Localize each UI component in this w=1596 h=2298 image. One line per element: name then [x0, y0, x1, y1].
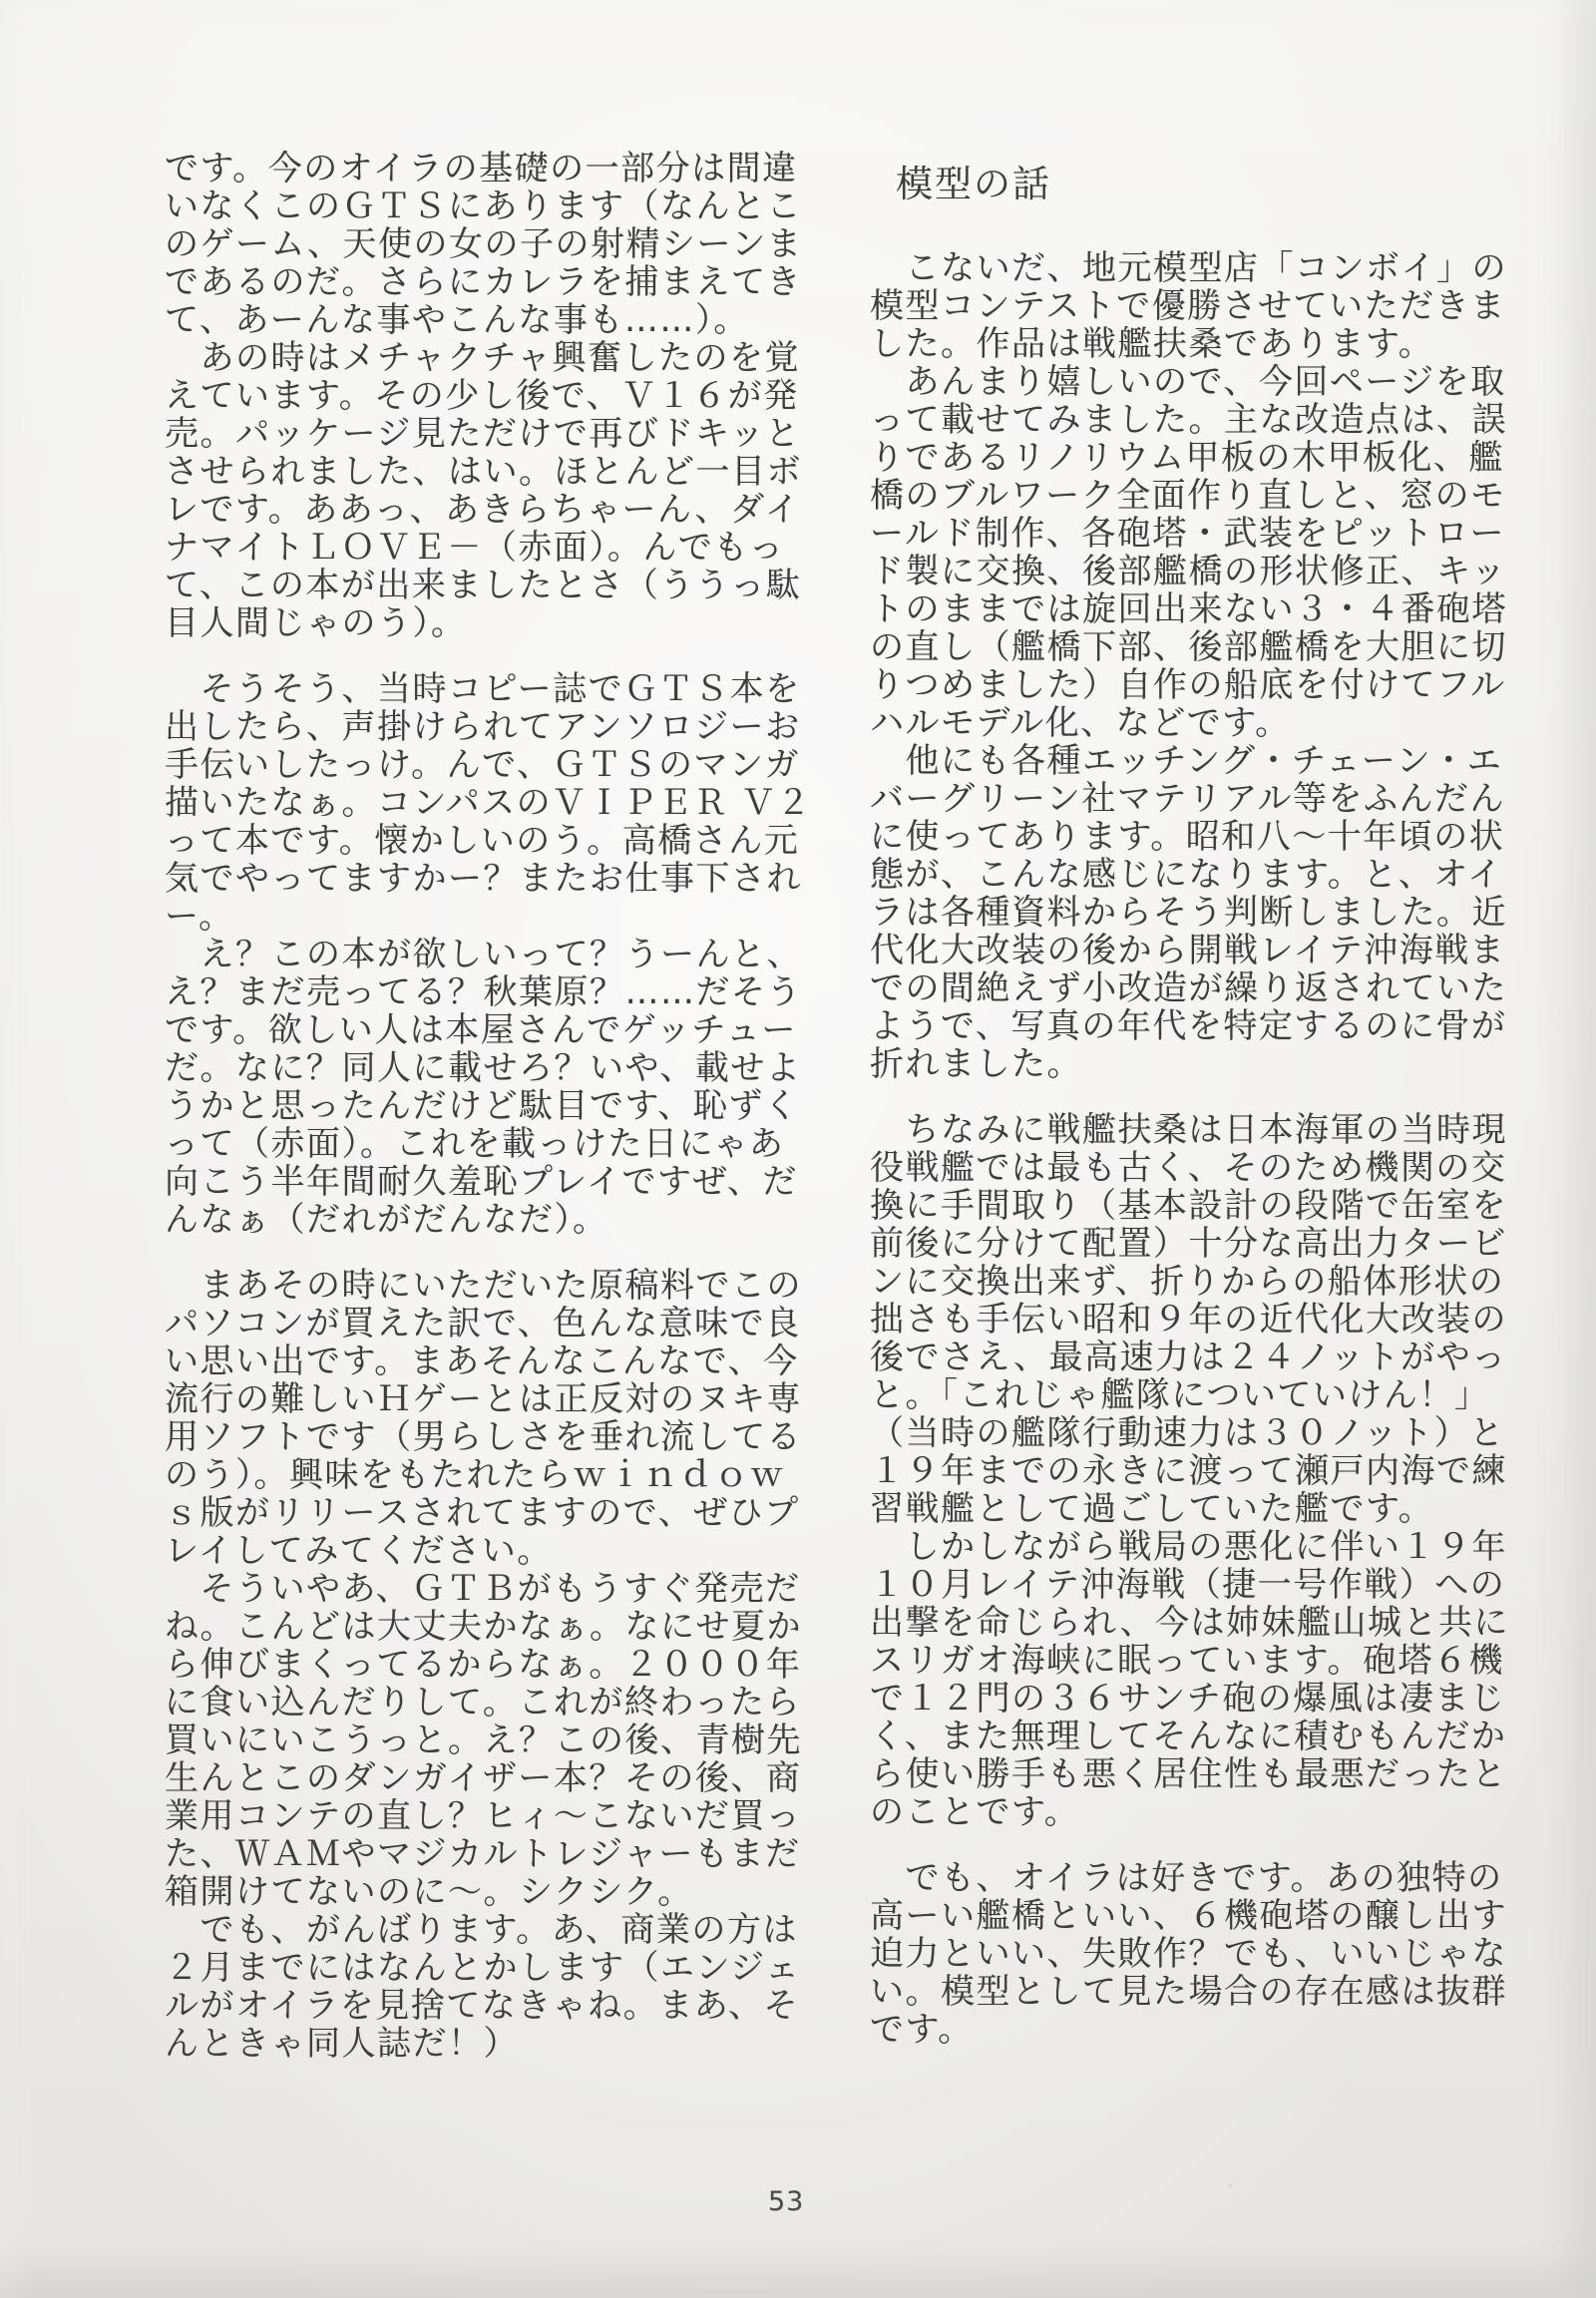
scan-speck — [1122, 251, 1126, 255]
text-line: 業用コンテの直し？ヒィ～こないだ買っ — [165, 1796, 802, 1836]
text-line: に使ってあります。昭和八～十年頃の状 — [870, 817, 1505, 857]
text-line: ｓ版がリリースされてますので、ぜひプ — [165, 1493, 800, 1533]
text-line: ２月までにはなんとかします（エンジェ — [165, 1948, 801, 1988]
text-line: 後でさえ、最高速力は２４ノットがやっ — [870, 1338, 1507, 1377]
text-line: あんまり嬉しいので、今回ページを取 — [870, 362, 1506, 402]
text-line: 前後に分けて配置）十分な高出力タービ — [870, 1224, 1507, 1264]
text-line: ら伸びまくってるからなぁ。２０００年 — [165, 1645, 802, 1685]
section-heading: 模型の話 — [896, 163, 1051, 205]
text-line: んときゃ同人誌だ！） — [165, 2024, 519, 2064]
text-line: 流行の難しいＨゲーとは正反対のヌキ専 — [165, 1379, 802, 1419]
text-line: １９年までの永きに渡って瀬戸内海で練 — [870, 1451, 1507, 1491]
text-line: スリガオ海峡に眠っています。砲塔６機 — [870, 1641, 1504, 1681]
text-line: まあその時にいただいた原稿料でこの — [165, 1266, 802, 1306]
text-line: （当時の艦隊行動速力は３０ノット）と — [870, 1413, 1505, 1453]
paragraph — [165, 670, 853, 1239]
text-line: バーグリーン社マテリアル等をふんだん — [870, 779, 1505, 819]
text-line: 高ーい艦橋といい、６機砲塔の醸し出す — [870, 1896, 1507, 1936]
text-line: 売。パッケージ見ただけで再びドキッと — [165, 414, 801, 454]
paragraph — [165, 1267, 853, 2063]
text-line: 描いたなぁ。コンパスのＶＩＰＥＲ Ｖ２ — [165, 783, 812, 823]
text-line: ね。こんどは大丈夫かなぁ。なにせ夏か — [165, 1607, 802, 1647]
text-line: であるのだ。さらにカレラを捕まえてき — [165, 262, 802, 302]
text-line: 習戦艦として過ごしていた艦です。 — [870, 1489, 1434, 1529]
text-line: い思い出です。まあそんなこんなで、今 — [165, 1341, 799, 1381]
text-line: 換に手間取り（基本設計の段階で缶室を — [870, 1186, 1507, 1226]
text-line: 出撃を命じられ、今は姉妹艦山城と共に — [870, 1603, 1510, 1643]
text-line: しかしながら戦局の悪化に伴い１９年 — [870, 1527, 1507, 1567]
text-line: だ。なに？同人に載せろ？いや、載せよ — [165, 1048, 802, 1088]
text-line: うかと思ったんだけど駄目です、恥ずく — [165, 1086, 800, 1126]
text-line: 目人間じゃのう）。 — [165, 603, 467, 643]
text-line: 折れました。 — [870, 1044, 1082, 1084]
text-line: です。 — [870, 2010, 974, 2050]
text-line: 手伝いしたっけ。んで、ＧＴＳのマンガ — [165, 745, 800, 785]
text-line: 生んとこのダンガイザー本？その後、商 — [165, 1758, 802, 1798]
text-line: レイしてみてください。 — [165, 1531, 553, 1571]
page-number: 53 — [768, 2186, 805, 2217]
paragraph — [870, 1859, 1568, 2049]
text-line: 拙さも手伝い昭和９年の近代化大改装の — [870, 1300, 1507, 1340]
right-text-column — [870, 163, 1568, 2077]
text-line: えています。その少し後で、Ｖ１６が発 — [165, 376, 799, 416]
paragraph — [870, 1111, 1568, 1831]
text-line: あの時はメチャクチャ興奮したのを覚 — [165, 338, 800, 378]
text-line: ようで、写真の年代を特定するのに骨が — [870, 1006, 1507, 1046]
text-line: でも、がんばります。あ、商業の方は — [165, 1910, 798, 1950]
paragraph — [165, 150, 853, 642]
text-line: レです。ああっ、あきらちゃーん、ダイ — [165, 490, 801, 530]
text-line: ら使い勝手も悪く居住性も最悪だったと — [870, 1754, 1507, 1794]
text-line: って載せてみました。主な改造点は、誤 — [870, 400, 1507, 440]
text-line: こないだ、地元模型店「コンボイ」の — [870, 248, 1507, 288]
text-line: 向こう半年間耐久羞恥プレイですぜ、だ — [165, 1162, 798, 1202]
text-line: て、あーんな事やこんな事も……）。 — [165, 300, 749, 340]
text-line: ンに交換出来ず、折りからの船体形状の — [870, 1262, 1505, 1302]
text-line: ルがオイラを見捨てなきゃね。まあ、そ — [165, 1986, 799, 2026]
text-line: １０月レイテ沖海戦（捷一号作戦）への — [870, 1565, 1506, 1605]
text-line: に食い込んだりして。これが終わったら — [165, 1683, 801, 1723]
text-line: 用ソフトです（男らしさを垂れ流してる — [165, 1417, 802, 1457]
text-line: です。今のオイラの基礎の一部分は間違 — [165, 149, 798, 189]
text-line: のゲーム、天使の女の子の射精シーンま — [165, 224, 803, 264]
scan-speck — [1229, 2184, 1232, 2187]
text-line: そういやあ、ＧＴＢがもうすぐ発売だ — [165, 1569, 801, 1609]
text-line: での間絶えず小改造が繰り返されていた — [870, 968, 1507, 1008]
text-line: 代化大改装の後から開戦レイテ沖海戦ま — [870, 931, 1506, 970]
text-line: 橋のブルワーク全面作り直しと、窓のモ — [870, 476, 1506, 516]
text-line: ナマイトＬＯＶＥ－（赤面）。んでもっ — [165, 528, 785, 568]
text-line: 気でやってますかー？またお仕事下され — [165, 859, 802, 899]
text-line: いなくこのＧＴＳにあります（なんとこ — [165, 187, 802, 226]
text-line: した。作品は戦艦扶桑であります。 — [870, 324, 1434, 364]
text-line: 迫力といい、失敗作？でも、いいじゃな — [870, 1934, 1507, 1974]
text-line: ちなみに戦艦扶桑は日本海軍の当時現 — [870, 1110, 1507, 1150]
text-line: ハルモデル化、などです。 — [870, 703, 1291, 743]
text-line: ド製に交換、後部艦橋の形状修正、キッ — [870, 552, 1507, 591]
text-line: パソコンが買えた訳で、色んな意味で良 — [165, 1304, 801, 1343]
text-line: 他にも各種エッチング・チェーン・エ — [870, 741, 1503, 781]
text-line: でも、オイラは好きです。あの独特の — [870, 1858, 1503, 1898]
paragraph — [870, 249, 1568, 1083]
text-line: りであるリノリウム甲板の木甲板化、艦 — [870, 438, 1504, 478]
text-line: トのままでは旋回出来ない３・４番砲塔 — [870, 589, 1507, 629]
text-line: って（赤面）。これを載っけた日にゃあ — [165, 1124, 785, 1164]
text-line: ラは各種資料からそう判断しました。近 — [870, 893, 1507, 933]
text-line: ー。 — [165, 897, 234, 937]
text-line: え？この本が欲しいって？うーんと、 — [165, 935, 802, 974]
text-line: 役戦艦では最も古く、そのため機関の交 — [870, 1148, 1507, 1188]
right-column-body — [870, 249, 1568, 2049]
text-line: と。「これじゃ艦隊についていけん！」 — [870, 1375, 1490, 1415]
scan-speck — [1404, 959, 1407, 962]
text-line: んなぁ（だれがだんなだ）。 — [165, 1200, 608, 1240]
text-line: で１２門の３６サンチ砲の爆風は凄まじ — [870, 1679, 1506, 1719]
text-line: た、ＷＡＭやマジカルトレジャーもまだ — [165, 1834, 801, 1874]
text-line: 箱開けてないのに～。シクシク。 — [165, 1872, 693, 1912]
text-line: 模型コンテストで優勝させていただきま — [870, 286, 1506, 326]
text-line: の直し（艦橋下部、後部艦橋を大胆に切 — [870, 627, 1507, 667]
text-line: い。模型として見た場合の存在感は抜群 — [870, 1972, 1507, 2012]
text-line: りつめました）自作の船底を付けてフル — [870, 665, 1506, 705]
text-line: て、この本が出来ましたとさ（ううっ駄 — [165, 566, 802, 605]
text-line: 態が、こんな感じになります。と、オイ — [870, 855, 1503, 895]
text-line: のう）。興味をもたれたらｗｉｎｄｏｗ — [165, 1455, 785, 1495]
text-line: え？まだ売ってる？秋葉原？……だそう — [165, 972, 802, 1012]
text-line: って本です。懐かしいのう。高橋さん元 — [165, 821, 800, 861]
text-line: 出したら、声掛けられてアンソロジーお — [165, 707, 801, 747]
text-line: そうそう、当時コピー誌でＧＴＳ本を — [165, 669, 801, 709]
left-text-column — [165, 150, 853, 2091]
text-line: 買いにいこうっと。え？この後、青樹先 — [165, 1721, 802, 1760]
text-line: させられました、はい。ほとんど一目ボ — [165, 452, 802, 492]
text-line: のことです。 — [870, 1792, 1080, 1832]
text-line: ールド制作、各砲塔・武装をピットロー — [870, 514, 1505, 554]
text-line: く、また無理してそんなに積むもんだか — [870, 1717, 1507, 1756]
text-line: です。欲しい人は本屋さんでゲッチュー — [165, 1010, 797, 1050]
